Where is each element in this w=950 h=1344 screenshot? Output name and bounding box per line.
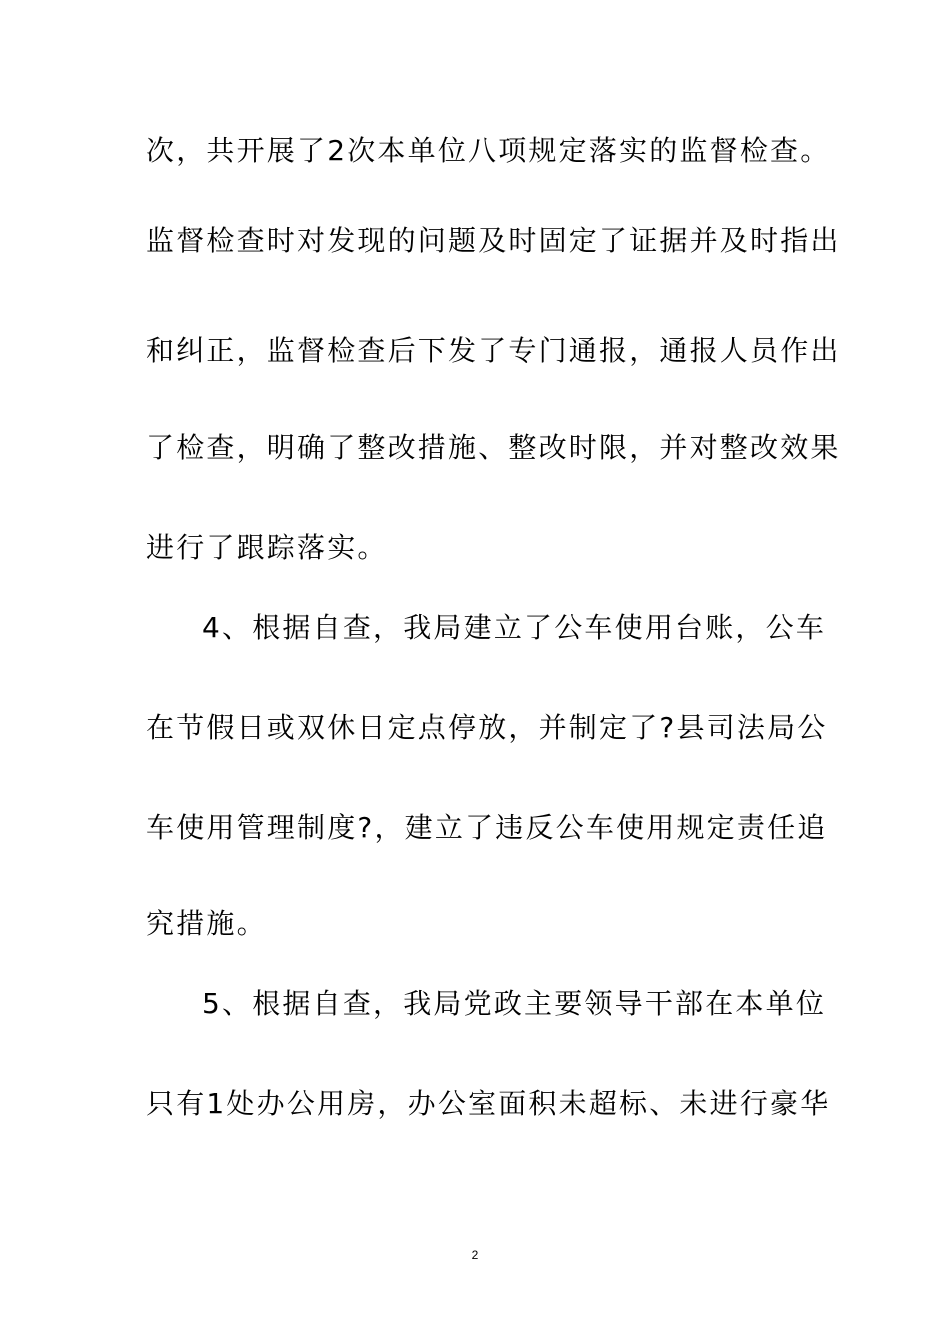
page-number: 2 [471, 1248, 479, 1262]
text-line-3: 和纠正，监督检查后下发了专门通报，通报人员作出 [146, 334, 841, 367]
text-line-11: 只有1处办公用房，办公室面积未超标、未进行豪华 [146, 1087, 831, 1120]
text-line-2: 监督检查时对发现的问题及时固定了证据并及时指出 [146, 224, 841, 257]
text-line-1: 次，共开展了2次本单位八项规定落实的监督检查。 [146, 134, 831, 167]
text-line-4: 了检查，明确了整改措施、整改时限，并对整改效果 [146, 431, 841, 464]
text-line-9: 究措施。 [146, 907, 267, 940]
paragraph-4-first-line: 4、根据自查，我局建立了公车使用台账，公车 [202, 611, 827, 644]
text-line-5: 进行了跟踪落实。 [146, 531, 388, 564]
text-line-7: 在节假日或双休日定点停放，并制定了?县司法局公 [146, 711, 828, 744]
paragraph-5-first-line: 5、根据自查，我局党政主要领导干部在本单位 [202, 987, 827, 1020]
text-line-8: 车使用管理制度?，建立了违反公车使用规定责任追 [146, 811, 828, 844]
